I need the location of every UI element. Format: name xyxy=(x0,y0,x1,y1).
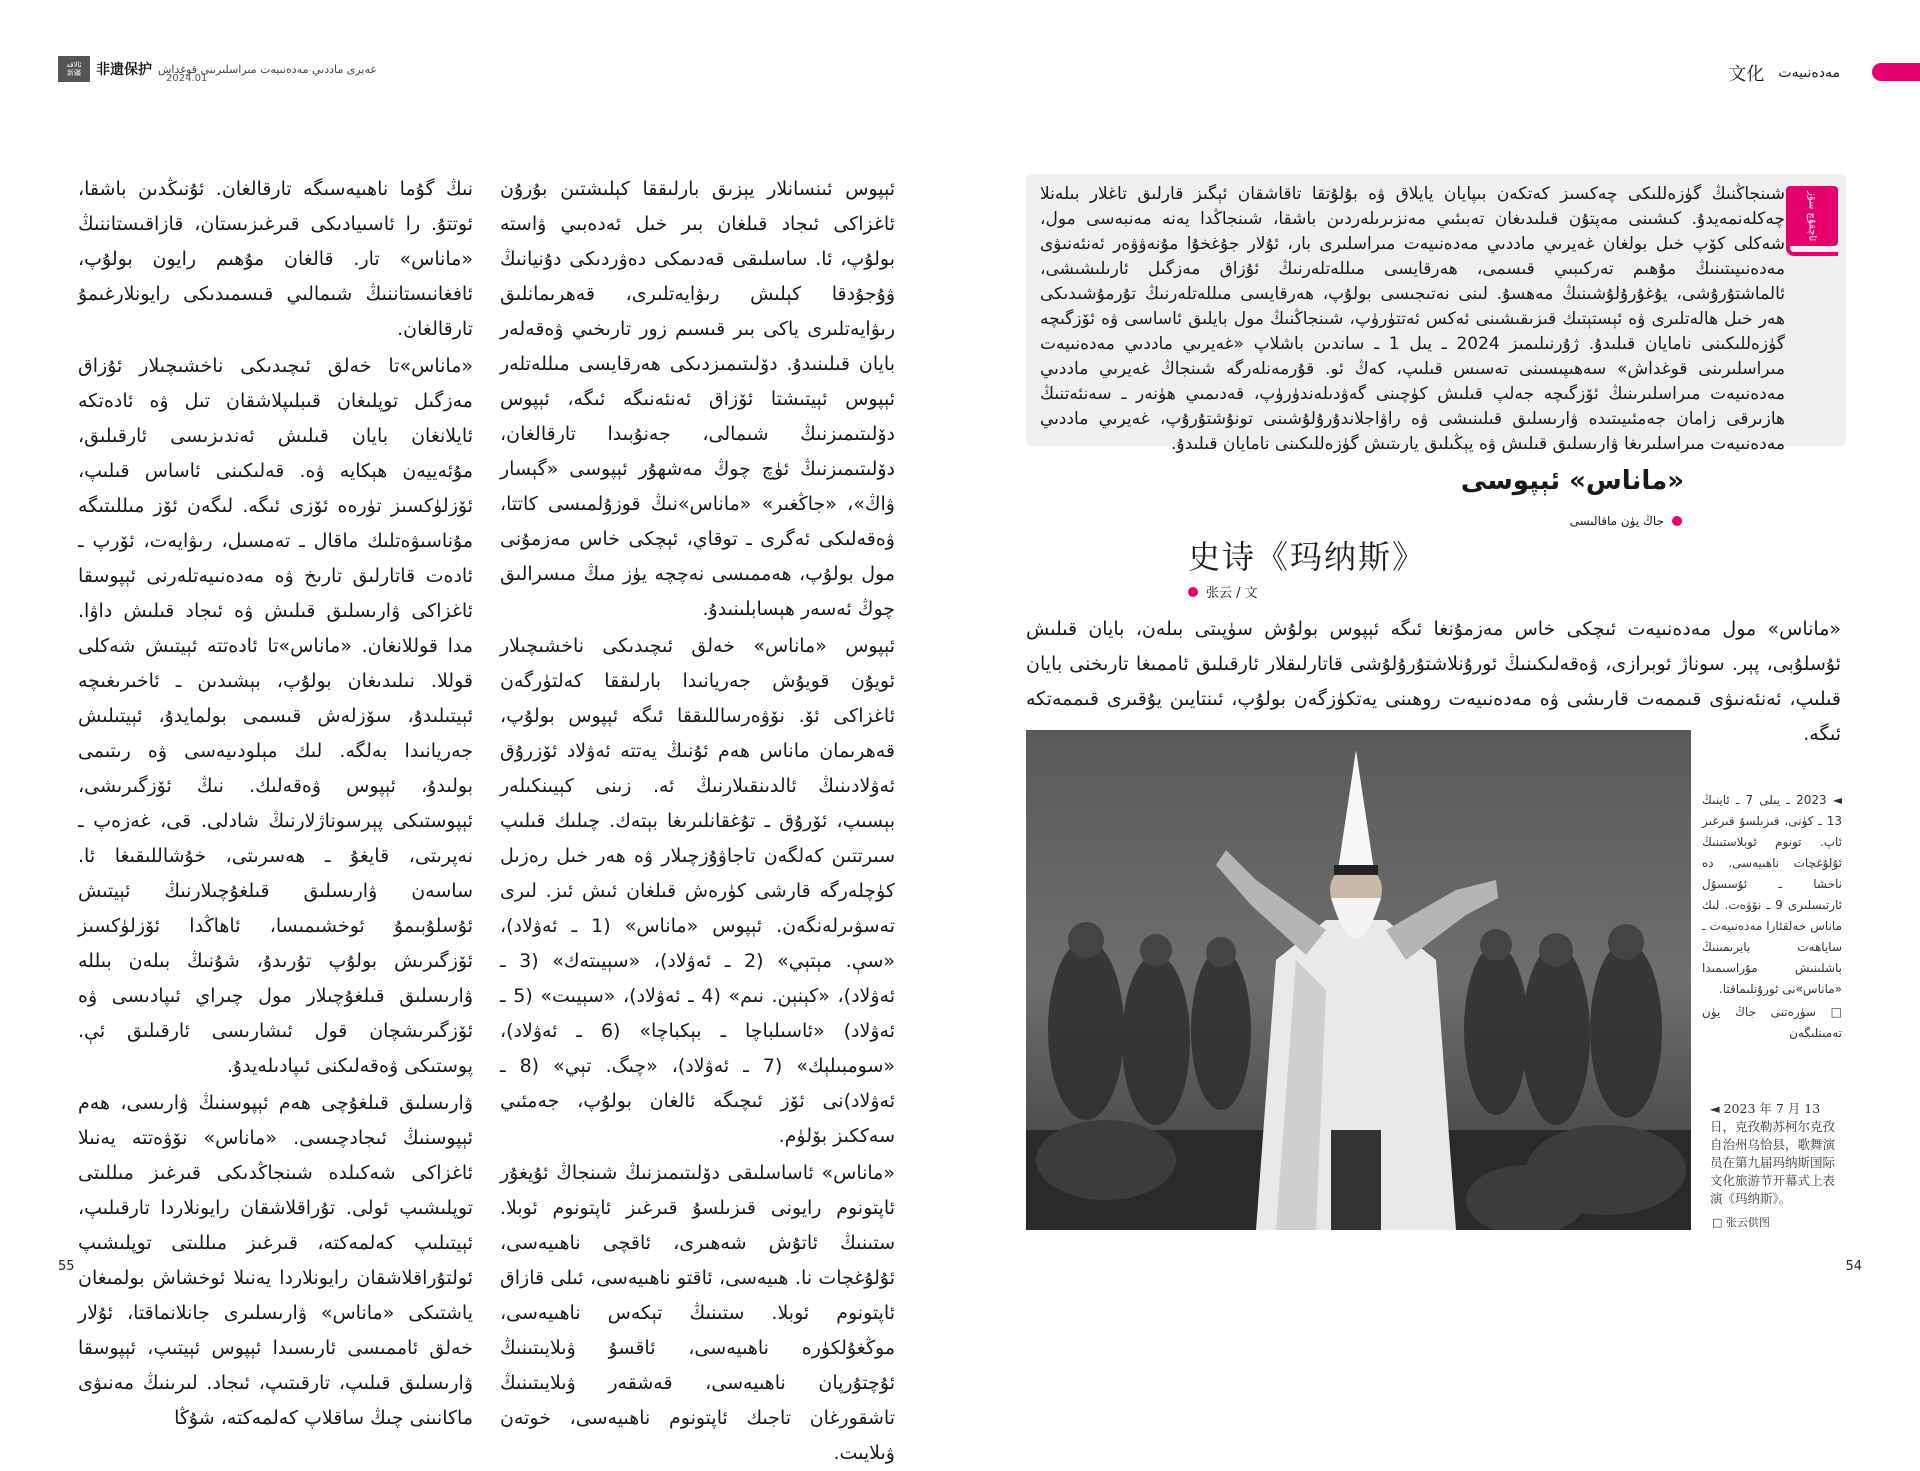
keyword-badge xyxy=(1786,186,1838,262)
left-page-header xyxy=(58,58,377,84)
text-column-left xyxy=(78,172,473,1436)
section-title-ug: مەدەنىيەت xyxy=(1778,65,1840,81)
text-column-right xyxy=(500,172,895,1471)
paragraph: «ماناس»تا خەلق ئىچىدىكى ناخشىچىلار ئۇزاق مەزگىل توپلىغان قىبلىپلاشقان تىل ۋە ئادەتكە ئايلانغان بايان قىلىش ئەندىزىسى ئارقىلىق، مۇئەييەن ھېكايە ۋە. قەلىكىنى ئاساس قىلىپ، ئۆزلۈكسىز تۈرەە ئۆزى ئىگە. لىگەن ئۆز مىللىتىگە مۇناسىۋەتلىك ماقال ـ تەمسىل، رىۋايەت، ئۆرپ ـ ئادەت قاتارلىق تارىخ ۋە مەدەنىيەتلەرنى ئېپوسقا ئاغزاكى ۋارىسلىق قىلىش ۋە ئىجاد قىلىش داۋا. مدا قوللانغان. «ماناس»تا ئادەتتە ئېيتىش شەكلى قوللا. نىلىدىغان بولۇپ، بېشىدىن ـ ئاخىرىغىچە ئېيتىلىدۇ، سۆزلەش قىسمى بولمايدۇ، ئېيتىلىش جەريانىدا بەلگە. لىك مېلودىيەسى ۋە رىتىمى بولىدۇ، ئېپوس ۋەقەلىك. نىڭ ئۆزگىرىشى، ئېپوستىكى پېرسوناژلارنىڭ شادلى. قى، غەزەپ ـ نەپرىتى، قايغۇ ـ ھەسرىتى، خۇشاللىقىغا ئا. ساسەن ۋارىسلىق قىلغۇچىلارنىڭ ئېيتىش ئۇسلۇبىمۇ ئوخشىمىسا، ئاھاڭدا ئۆزلۈكسىز ئۆزگىرىش بولۇپ تۇرىدۇ، شۇنىڭ بىلەن بىللە ۋارىسلىق قىلغۇچىلار مول چىراي ئىپادىسى ۋە ئۆزگىرىشچان قول ئىشارىسى ئارقىلىق ئې. پوستىكى ۋەقەلىكنى ئىپادىلەيدۇ. xyxy=(78,355,473,1077)
photo-illustration xyxy=(1026,730,1691,1230)
paragraph: «ماناس» ئاساسلىقى دۆلىتىمىزنىڭ شىنجاڭ ئۇيغۇر ئاپتونوم رايونى قىزىلسۇ قىرغىز ئاپتونوم ئوبلا. ستىنىڭ ئاتۇش شەھىرى، ئاقچى ناھىيەسى، ئۇلۇغچات نا. ھىيەسى، ئاقتو ناھىيەسى، ئىلى قازاق ئاپتونوم ئوبلا. ستىنىڭ تېكەس ناھىيەسى، موڭغۇلكۈرە ناھىيەسى، ئاقسۇ ۋىلايىتىنىڭ ئۇچتۇرپان ناھىيەسى، قەشقەر ۋىلايىتىنىڭ تاشقورغان تاجىك ئاپتونوم ناھىيەسى، خوتەن ۋىلايىت. xyxy=(500,1162,895,1464)
lead-paragraph: «ماناس» مول مەدەنىيەت ئىچكى خاس مەزمۇنغا ئىگە ئېپوس بولۇش سۈپىتى بىلەن، بايان قىلىش ئۇسلۇبى، پېر. سوناژ ئوبرازى، ۋەقەلىكىنىڭ ئورۇنلاشتۇرۇلۇشى قاتارلىقلار ئارقىلىق ئاممىغا تارىخنى بايان قىلىپ، ئەنئەنىۋى قىممەت قارىشى ۋە مەدەنىيەت روھىنى يەتكۈزگەن بولۇپ، ئىنتايىن يۇقىرى قىممەتكە ئىگە. xyxy=(1026,618,1841,745)
right-page-header xyxy=(1728,60,1840,86)
photo-caption-ug xyxy=(1702,790,1842,1044)
page-number-left: 55 xyxy=(58,1259,75,1274)
logo-text-top: ئالاقە xyxy=(66,61,82,69)
magazine-logo xyxy=(58,56,90,82)
paragraph: نىڭ گۇما ناھىيەسىگە تارقالغان. ئۇنىڭدىن باشقا، ئوتتۇ. را ئاسىيادىكى قىرغىزىستان، قازاقىستاننىڭ «ماناس» تار. قالغان مۇھىم رايون بولۇپ، ئافغانىستاننىڭ شىمالىي قىسمىدىكى رايونلارغىمۇ تارقالغان. xyxy=(78,178,473,340)
left-page xyxy=(0,0,960,1464)
article-title-ug: «ماناس» ئېپوسى xyxy=(1460,466,1684,496)
article-title-cn: 史诗《玛纳斯》 xyxy=(1188,538,1427,576)
badge-tail xyxy=(1786,242,1838,256)
intro-text: شىنجاڭنىڭ گۈزەللىكى چەكسىز كەتكەن بىپايان يايلاق ۋە بۇلۇتقا تاقاشقان ئېگىز قارلىق تاغلار بىلەنلا چەكلەنمەيدۇ. كىشىنى مەپتۇن قىلىدىغان تەبىئىي مەنزىرىلەردىن باشقا، شىنجاڭدا يەنە مەنبەسى مول، شەكلى كۆپ خىل بولغان غەيرىي ماددىي مەدەنىيەت مىراسلىرى بار، ئۇلار جۇغخۇا مۇنەۋۋەر ئەنئەنىۋى مەدەنىيىتىنىڭ مۇھىم تەركىبىي قىسمى، ھەرقايسى مىللەتلەرنىڭ ئۇزاق مەزگىل ئارىلىشىشى، ئالماشتۇرۇشى، يۇغۇرۇلۇشىنىڭ مەھسۇ. لىنى نەتىجىسى بولۇپ، ھەرقايسى مىللەتلەرنىڭ تۇرمۇشىدىكى ھەر خىل ھالەتلىرى ۋە ئېستېتىك قىزىقىشىنى ئەكس ئەتتۈرۈپ، شىنجاڭنىڭ مول بايلىق ئاساسى ۋە ئۆزگىچە گۈزەللىكىنى نامايان قىلىدۇ. ژۇرنىلىمىز 2024 ـ يىل 1 ـ ساندىن باشلاپ «غەيرىي ماددىي مەدەنىيەت مىراسلىرىنى قوغداش» سەھىپىسىنى تەسىس قىلىپ، كەڭ ئو. قۇرمەنلەرگە شىنجاڭ غەيرىي ماددىي مەدەنىيەت مىراسلىرىنىڭ ئۆزگىچە جەلپ قىلىش كۈچىنى گەۋدىلەندۈرۈپ، قەدىمىي ھۈنەر ـ سەنئەتنىڭ ھازىرقى زامان جەمئىيىتىدە ۋارىسلىق قىلىنىشى ۋە راۋاجلاندۇرۇلۇشىنى تونۇشتۇرۇپ، غەيرىي ماددىي مەدەنىيەت مىراسلىرىغا ۋارىسلىق قىلىش ۋە يېڭىلىق يارىتىش گۈزەللىكىنى نامايان قىلىدۇ. xyxy=(1040,184,1785,454)
author-cn: 张云 / 文 xyxy=(1206,586,1258,601)
issue-date: 2024.01 xyxy=(166,73,208,84)
page-number-right: 54 xyxy=(1845,1259,1862,1274)
bullet-dot-icon xyxy=(1188,587,1198,597)
right-page xyxy=(960,0,1920,1312)
performance-photo xyxy=(1026,730,1691,1230)
keyword-badge-label: ئاچقۇچ سۆز xyxy=(1786,186,1838,246)
caption-text-ug: ◄ 2023 ـ يىلى 7 ـ ئاينىڭ 13 ـ كۈنى، قىزىلسۇ قىرغىز ئاپ. تونوم ئوبلاستىنىڭ ئۇلۇغچات ناھىيەسى. دە ناخشا ـ ئۇسسۇل ئارتىسلىرى 9 ـ نۆۋەت. لىك ماناس خەلقئارا مەدەنىيەت ـ ساياھەت بايرىمىنىڭ باشلىنىش مۇراسىمىدا «ماناس»نى ئورۇنلىماقتا. xyxy=(1702,793,1842,996)
section-title-cn: 文化 xyxy=(1728,64,1765,85)
paragraph: ئېپوس «ماناس» خەلق ئىچىدىكى ناخشىچىلار ئويۇن قويۇش جەريانىدا بارلىققا كەلتۈرگەن ئاغزاكى ئۆ. نۆۋەرساللىققا ئىگە ئېپوس بولۇپ، قەھرىمان ماناس ھەم ئۇنىڭ يەتتە ئەۋلاد ئۆزرۇق ئەۋلادىنىڭ ئالدىنقىلارنىڭ ئە. زىنى كېيىنكىلەر بېسىپ، ئۆرۇق ـ تۇغقانلىرىغا بېتەك. چىلىك قىلىپ سىرتتىن كەلگەن تاجاۋۇزچىلار ۋە ھەر خىل رەزىل كۈچلەرگە قارشى كۈرەش قىلغان ئىش ئىز. لىرى تەسۋىرلەنگەن. ئېپوس «ماناس» (1 ـ ئەۋلاد)، «سې. مېتېي» (2 ـ ئەۋلاد)، «سېيىتەك» (3 ـ ئەۋلاد)، «كېنېن. نىم» (4 ـ ئەۋلاد)، «سېيىت» (5 ـ ئەۋلاد) «ئاسىلباچا ـ بېكباچا» (6 ـ ئەۋلاد)، «سومبىلېك» (7 ـ ئەۋلاد)، «چىگ. تېي» (8 ـ ئەۋلاد)نى ئۆز ئىچىگە ئالغان بولۇپ، جەمئىي سەككىز بۆلۈم. xyxy=(500,635,896,1147)
author-row-ug xyxy=(1570,514,1682,528)
bullet-dot-icon xyxy=(1672,516,1682,526)
author-ug: جاڭ يۈن ماقالىسى xyxy=(1569,514,1664,528)
author-row-cn xyxy=(1188,582,1258,601)
photo-credit-cn: □ 张云供图 xyxy=(1712,1216,1770,1229)
photo-caption-cn: ◄ 2023 年 7 月 13 日，克孜勒苏柯尔克孜自治州乌恰县，歌舞演员在第九届玛纳斯国际文化旅游节开幕式上表演《玛纳斯》。 xyxy=(1710,1101,1836,1206)
section-title-ug: غەيرى ماددىي مەدەنىيەت مىراسلىرىنى قوغداش xyxy=(158,62,377,76)
paragraph: ئېپوس ئىنسانلار يېزىق بارلىققا كېلىشتىن بۇرۇن ئاغزاكى ئىجاد قىلغان بىر خىل ئەدەبىي ۋاستە بولۇپ، ئا. ساسلىقى قەدىمكى دەۋردىكى دۇنيانىڭ ۋۇجۇدقا كېلىش رىۋايەتلىرى، قەھرىمانلىق رىۋايەتلىرى ياكى بىر قىسىم زور تارىخىي ۋەقەلەر بايان قىلىنىدۇ. دۆلىتىمىزدىكى ھەرقايسى مىللەتلەر ئېپوس ئېيتىشتا ئۆزاق ئەنئەنىگە ئىگە، ئېپوس دۆلىتىمىزنىڭ شىمالى، جەنۇبىدا تارقالغان، دۆلىتىمىزنىڭ ئۈچ چوڭ مەشھۇر ئېپوسى «گېسار ۋاڭ»، «جاڭغىر» «ماناس»نىڭ قوزۇلمىسى كاتتا، ۋەقەلىكى ئەگرى ـ توقاي، ئېچكى خاس مەزمۇنى مول بولۇپ، ھەممىسى نەچچە يۈز مىڭ مىسرالىق چوڭ ئەسەر ھېسابلىنىدۇ. xyxy=(500,178,895,620)
section-tab-marker xyxy=(1872,63,1920,81)
photo-credit-ug: □ سۈرەتنى جاڭ يۈن تەمىنلىگەن xyxy=(1702,1005,1842,1040)
logo-text-bottom: 新疆 xyxy=(67,69,81,77)
paragraph: ۋارىسلىق قىلغۇچى ھەم ئېپوسنىڭ ۋارىسى، ھەم ئېپوسنىڭ ئىجادچىسى. «ماناس» نۆۋەتتە يەنىلا ئاغزاكى شەكىلدە شىنجاڭدىكى قىرغىز مىللىتى توپلىشىپ ئولى. تۇراقلاشقان رايونلاردا تارقىلىپ، ئېيتىلىپ كەلمەكتە، قىرغىز مىللىتى توپلىشىپ ئولتۇراقلاشقان رايونلاردا يەنىلا ئوخشاش بولمىغان ياشتىكى «ماناس» ۋارىسلىرى جانلانماقتا، ئۇلار خەلق ئاممىسى ئارىسىدا ئېپوس ئېيتىپ، ئېپوسقا ۋارىسلىق قىلىپ، تارقىتىپ، ئىجاد. لىرىنىڭ مەنىۋى ماكانىنى چىڭ ساقلاپ كەلمەكتە، شۇڭا xyxy=(78,1092,473,1429)
section-title-cn: 非遗保护 xyxy=(96,62,152,78)
